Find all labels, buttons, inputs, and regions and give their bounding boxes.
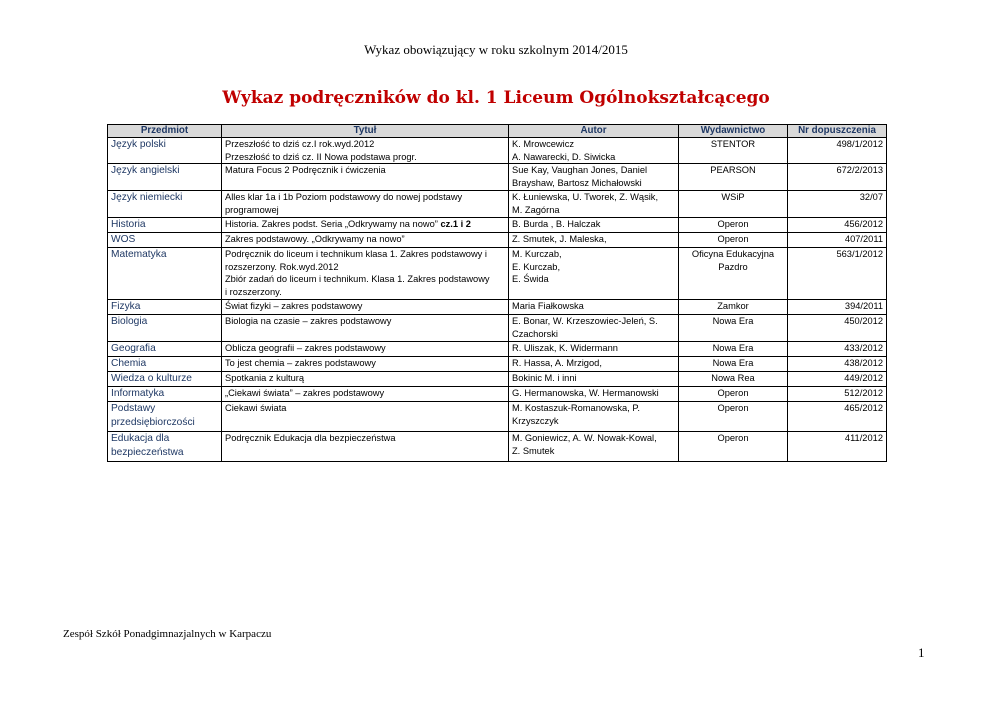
subject-cell: Chemia — [108, 357, 222, 372]
subject-cell: Edukacja dla bezpieczeństwa — [108, 432, 222, 462]
author-cell: K. Mrowcewicz A. Nawarecki, D. Siwicka — [509, 138, 679, 164]
title-cell: Oblicza geografii – zakres podstawowy — [222, 342, 509, 357]
approval-number-cell: 407/2011 — [788, 233, 887, 248]
publisher-cell: Nowa Era — [679, 315, 788, 342]
title-cell: To jest chemia – zakres podstawowy — [222, 357, 509, 372]
document-title: Wykaz podręczników do kl. 1 Liceum Ogólnokształcącego — [222, 88, 770, 108]
publisher-cell: Operon — [679, 387, 788, 402]
table-row — [108, 138, 887, 164]
author-cell: R. Uliszak, K. Widermann — [509, 342, 679, 357]
approval-number-cell: 394/2011 — [788, 300, 887, 315]
subject-cell: Język niemiecki — [108, 191, 222, 218]
table-row — [108, 164, 887, 191]
column-header-author: Autor — [509, 125, 679, 138]
publisher-cell: Operon — [679, 218, 788, 233]
author-cell: G. Hermanowska, W. Hermanowski — [509, 387, 679, 402]
table-row — [108, 233, 887, 248]
title-cell: Spotkania z kulturą — [222, 372, 509, 387]
approval-number-cell: 498/1/2012 — [788, 138, 887, 164]
title-cell: Biologia na czasie – zakres podstawowy — [222, 315, 509, 342]
author-cell: K. Łuniewska, U. Tworek, Z. Wąsik, M. Zagórna — [509, 191, 679, 218]
approval-number-cell: 438/2012 — [788, 357, 887, 372]
publisher-cell: WSiP — [679, 191, 788, 218]
table-row — [108, 191, 887, 218]
subject-cell: Fizyka — [108, 300, 222, 315]
page-number: 1 — [918, 645, 925, 660]
publisher-cell: Zamkor — [679, 300, 788, 315]
approval-number-cell: 32/07 — [788, 191, 887, 218]
approval-number-cell: 512/2012 — [788, 387, 887, 402]
author-cell: M. Kostaszuk-Romanowska, P. Krzyszczyk — [509, 402, 679, 432]
author-cell: Maria Fiałkowska — [509, 300, 679, 315]
subject-cell: Wiedza o kulturze — [108, 372, 222, 387]
author-cell: R. Hassa, A. Mrzigod, — [509, 357, 679, 372]
approval-number-cell: 563/1/2012 — [788, 248, 887, 300]
title-cell: Alles klar 1a i 1b Poziom podstawowy do nowej podstawy programowej — [222, 191, 509, 218]
author-cell: Sue Kay, Vaughan Jones, Daniel Brayshaw, Bartosz Michałowski — [509, 164, 679, 191]
column-header-approval-number: Nr dopuszczenia — [788, 125, 887, 138]
table-row — [108, 315, 887, 342]
author-cell: Bokinic M. i inni — [509, 372, 679, 387]
table-row — [108, 342, 887, 357]
publisher-cell: STENTOR — [679, 138, 788, 164]
author-cell: M. Goniewicz, A. W. Nowak-Kowal, Z. Smutek — [509, 432, 679, 462]
subject-cell: Historia — [108, 218, 222, 233]
approval-number-cell: 449/2012 — [788, 372, 887, 387]
title-cell: Zakres podstawowy. „Odkrywamy na nowo” — [222, 233, 509, 248]
title-bold-text: cz.1 i 2 — [440, 219, 471, 229]
table-header-row — [108, 125, 887, 138]
publisher-cell: Operon — [679, 432, 788, 462]
approval-number-cell: 465/2012 — [788, 402, 887, 432]
subject-cell: WOS — [108, 233, 222, 248]
textbook-table — [107, 124, 887, 462]
title-cell: „Ciekawi świata” – zakres podstawowy — [222, 387, 509, 402]
approval-number-cell: 450/2012 — [788, 315, 887, 342]
table-row — [108, 300, 887, 315]
approval-number-cell: 456/2012 — [788, 218, 887, 233]
subject-cell: Matematyka — [108, 248, 222, 300]
subject-cell: Język angielski — [108, 164, 222, 191]
publisher-cell: Operon — [679, 233, 788, 248]
title-cell: Podręcznik Edukacja dla bezpieczeństwa — [222, 432, 509, 462]
publisher-cell: Oficyna Edukacyjna Pazdro — [679, 248, 788, 300]
title-text: Historia. Zakres podst. Seria „Odkrywamy na nowo” — [225, 219, 441, 229]
table-row — [108, 218, 887, 233]
subject-cell: Informatyka — [108, 387, 222, 402]
footer-school-name: Zespół Szkół Ponadgimnazjalnych w Karpaczu — [63, 628, 272, 640]
approval-number-cell: 433/2012 — [788, 342, 887, 357]
publisher-cell: Operon — [679, 402, 788, 432]
table-row — [108, 357, 887, 372]
table-row — [108, 248, 887, 300]
publisher-cell: Nowa Era — [679, 342, 788, 357]
publisher-cell: Nowa Rea — [679, 372, 788, 387]
subject-cell: Geografia — [108, 342, 222, 357]
title-cell: Świat fizyki – zakres podstawowy — [222, 300, 509, 315]
author-cell: B. Burda , B. Halczak — [509, 218, 679, 233]
author-cell: M. Kurczab, E. Kurczab, E. Świda — [509, 248, 679, 300]
title-cell: Podręcznik do liceum i technikum klasa 1. Zakres podstawowy i rozszerzony. Rok.wyd.2012 Zbiór zadań do liceum i technikum. Klasa 1. Zakres podstawowy i rozszerzony. — [222, 248, 509, 300]
column-header-publisher: Wydawnictwo — [679, 125, 788, 138]
title-cell: Matura Focus 2 Podręcznik i ćwiczenia — [222, 164, 509, 191]
subject-cell: Język polski — [108, 138, 222, 164]
table-row — [108, 432, 887, 462]
table-row — [108, 402, 887, 432]
subject-cell: Podstawy przedsiębiorczości — [108, 402, 222, 432]
author-cell: Z. Smutek, J. Maleska, — [509, 233, 679, 248]
page-header: Wykaz obowiązujący w roku szkolnym 2014/2015 — [364, 42, 628, 57]
title-cell — [222, 218, 509, 233]
title-cell: Przeszłość to dziś cz.I rok.wyd.2012 Przeszłość to dziś cz. II Nowa podstawa progr. — [222, 138, 509, 164]
column-header-subject: Przedmiot — [108, 125, 222, 138]
subject-cell: Biologia — [108, 315, 222, 342]
approval-number-cell: 411/2012 — [788, 432, 887, 462]
author-cell: E. Bonar, W. Krzeszowiec-Jeleń, S. Czachorski — [509, 315, 679, 342]
table-row — [108, 387, 887, 402]
publisher-cell: Nowa Era — [679, 357, 788, 372]
column-header-title: Tytuł — [222, 125, 509, 138]
table-row — [108, 372, 887, 387]
approval-number-cell: 672/2/2013 — [788, 164, 887, 191]
publisher-cell: PEARSON — [679, 164, 788, 191]
title-cell: Ciekawi świata — [222, 402, 509, 432]
